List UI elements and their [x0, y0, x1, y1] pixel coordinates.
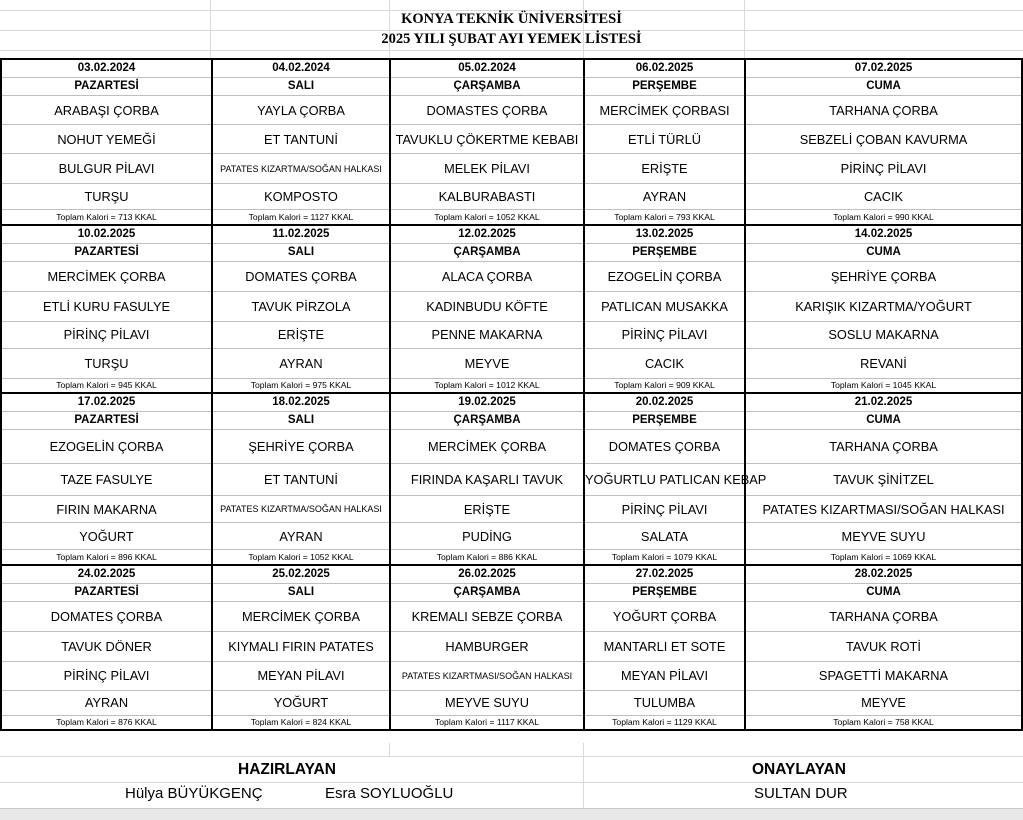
menu-item: ŞEHRİYE ÇORBA: [745, 261, 1022, 291]
menu-item: PİRİNÇ PİLAVI: [584, 496, 745, 523]
menu-item: MEYVE SUYU: [745, 523, 1022, 550]
menu-item: TARHANA ÇORBA: [745, 430, 1022, 464]
day-name: SALI: [212, 583, 390, 601]
menu-item: AYRAN: [212, 523, 390, 550]
menu-item: DOMATES ÇORBA: [584, 430, 745, 464]
menu-item: PATATES KIZARTMA/SOĞAN HALKASI: [212, 154, 390, 184]
menu-item: AYRAN: [212, 348, 390, 378]
day-name: PERŞEMBE: [584, 243, 745, 261]
total-calories: Toplam Kalori = 1012 KKAL: [390, 378, 584, 393]
day-date: 27.02.2025: [584, 565, 745, 584]
menu-item: ETLİ TÜRLÜ: [584, 125, 745, 154]
menu-item: MEYVE: [745, 690, 1022, 715]
menu-table: [0, 58, 1023, 731]
day-name: PAZARTESİ: [1, 243, 212, 261]
total-calories: Toplam Kalori = 975 KKAL: [212, 378, 390, 393]
menu-item: KADINBUDU KÖFTE: [390, 291, 584, 321]
total-calories: Toplam Kalori = 909 KKAL: [584, 378, 745, 393]
menu-item: KOMPOSTO: [212, 184, 390, 210]
day-date: 17.02.2025: [1, 393, 212, 412]
menu-item: TAVUK ŞİNİTZEL: [745, 464, 1022, 496]
menu-item: TULUMBA: [584, 690, 745, 715]
menu-item: MEYVE: [390, 348, 584, 378]
total-calories: Toplam Kalori = 886 KKAL: [390, 550, 584, 565]
day-name: ÇARŞAMBA: [390, 412, 584, 430]
menu-item: REVANİ: [745, 348, 1022, 378]
menu-item: YOĞURT: [1, 523, 212, 550]
menu-item: MEYAN PİLAVI: [212, 661, 390, 690]
total-calories: Toplam Kalori = 1045 KKAL: [745, 378, 1022, 393]
menu-item: YOĞURT: [212, 690, 390, 715]
day-date: 11.02.2025: [212, 225, 390, 244]
menu-item: DOMATES ÇORBA: [1, 601, 212, 631]
total-calories: Toplam Kalori = 1069 KKAL: [745, 550, 1022, 565]
menu-item: BULGUR PİLAVI: [1, 154, 212, 184]
day-name: PERŞEMBE: [584, 78, 745, 96]
menu-item: ŞEHRİYE ÇORBA: [212, 430, 390, 464]
total-calories: Toplam Kalori = 990 KKAL: [745, 210, 1022, 225]
sheet-scroll-area: [0, 808, 1023, 820]
day-date: 04.02.2024: [212, 59, 390, 78]
menu-item: PENNE MAKARNA: [390, 321, 584, 348]
menu-item: YAYLA ÇORBA: [212, 96, 390, 125]
day-date: 03.02.2024: [1, 59, 212, 78]
day-date: 06.02.2025: [584, 59, 745, 78]
menu-item: MEYVE SUYU: [390, 690, 584, 715]
total-calories: Toplam Kalori = 824 KKAL: [212, 715, 390, 730]
day-name: SALI: [212, 243, 390, 261]
menu-item: MERCİMEK ÇORBA: [212, 601, 390, 631]
menu-item: TURŞU: [1, 348, 212, 378]
menu-item: KARIŞIK KIZARTMA/YOĞURT: [745, 291, 1022, 321]
menu-item: NOHUT YEMEĞİ: [1, 125, 212, 154]
day-name: PAZARTESİ: [1, 78, 212, 96]
menu-item: TAVUK DÖNER: [1, 631, 212, 661]
total-calories: Toplam Kalori = 1079 KKAL: [584, 550, 745, 565]
menu-item: SEBZELİ ÇOBAN KAVURMA: [745, 125, 1022, 154]
menu-item: ETLİ KURU FASULYE: [1, 291, 212, 321]
total-calories: Toplam Kalori = 876 KKAL: [1, 715, 212, 730]
total-calories: Toplam Kalori = 1052 KKAL: [390, 210, 584, 225]
preparer-name-1: Hülya BÜYÜKGENÇ: [125, 785, 263, 802]
menu-item: ERİŞTE: [390, 496, 584, 523]
menu-item: MEYAN PİLAVI: [584, 661, 745, 690]
menu-item: SPAGETTİ MAKARNA: [745, 661, 1022, 690]
menu-item: ERİŞTE: [212, 321, 390, 348]
menu-item: KREMALI SEBZE ÇORBA: [390, 601, 584, 631]
day-name: PAZARTESİ: [1, 412, 212, 430]
menu-item: CACIK: [584, 348, 745, 378]
menu-item: EZOGELİN ÇORBA: [1, 430, 212, 464]
total-calories: Toplam Kalori = 758 KKAL: [745, 715, 1022, 730]
day-date: 18.02.2025: [212, 393, 390, 412]
menu-item: HAMBURGER: [390, 631, 584, 661]
menu-item: PİRİNÇ PİLAVI: [1, 321, 212, 348]
menu-item: CACIK: [745, 184, 1022, 210]
menu-item: SALATA: [584, 523, 745, 550]
day-date: 19.02.2025: [390, 393, 584, 412]
total-calories: Toplam Kalori = 945 KKAL: [1, 378, 212, 393]
menu-item: MERCİMEK ÇORBASI: [584, 96, 745, 125]
menu-item: MELEK PİLAVI: [390, 154, 584, 184]
menu-item: KIYMALI FIRIN PATATES: [212, 631, 390, 661]
menu-item: TAVUK PİRZOLA: [212, 291, 390, 321]
approved-by-label: ONAYLAYAN: [752, 761, 846, 778]
menu-item: PİRİNÇ PİLAVI: [745, 154, 1022, 184]
menu-item: PATATES KIZARTMASI/SOĞAN HALKASI: [390, 661, 584, 690]
day-name: ÇARŞAMBA: [390, 78, 584, 96]
menu-item: DOMATES ÇORBA: [212, 261, 390, 291]
total-calories: Toplam Kalori = 1127 KKAL: [212, 210, 390, 225]
total-calories: Toplam Kalori = 793 KKAL: [584, 210, 745, 225]
menu-item: ARABAŞI ÇORBA: [1, 96, 212, 125]
menu-item: YOĞURT ÇORBA: [584, 601, 745, 631]
day-name: SALI: [212, 412, 390, 430]
approver-name: SULTAN DUR: [754, 785, 848, 802]
day-name: PERŞEMBE: [584, 412, 745, 430]
day-name: PERŞEMBE: [584, 583, 745, 601]
day-date: 21.02.2025: [745, 393, 1022, 412]
menu-item: TAVUK ROTİ: [745, 631, 1022, 661]
menu-item: ERİŞTE: [584, 154, 745, 184]
day-date: 25.02.2025: [212, 565, 390, 584]
day-name: CUMA: [745, 243, 1022, 261]
menu-item: MERCİMEK ÇORBA: [390, 430, 584, 464]
day-date: 05.02.2024: [390, 59, 584, 78]
day-date: 13.02.2025: [584, 225, 745, 244]
total-calories: Toplam Kalori = 1117 KKAL: [390, 715, 584, 730]
menu-item: PATATES KIZARTMASI/SOĞAN HALKASI: [745, 496, 1022, 523]
menu-item: AYRAN: [1, 690, 212, 715]
menu-item: PİRİNÇ PİLAVI: [1, 661, 212, 690]
total-calories: Toplam Kalori = 1052 KKAL: [212, 550, 390, 565]
menu-item: YOĞURTLU PATLICAN KEBAP: [584, 464, 745, 496]
day-name: CUMA: [745, 78, 1022, 96]
total-calories: Toplam Kalori = 1129 KKAL: [584, 715, 745, 730]
day-date: 14.02.2025: [745, 225, 1022, 244]
menu-item: TURŞU: [1, 184, 212, 210]
menu-item: MANTARLI ET SOTE: [584, 631, 745, 661]
menu-item: ET TANTUNİ: [212, 125, 390, 154]
university-title: KONYA TEKNİK ÜNİVERSİTESİ: [401, 11, 622, 27]
day-date: 20.02.2025: [584, 393, 745, 412]
menu-item: PİRİNÇ PİLAVI: [584, 321, 745, 348]
total-calories: Toplam Kalori = 713 KKAL: [1, 210, 212, 225]
menu-item: SOSLU MAKARNA: [745, 321, 1022, 348]
day-date: 26.02.2025: [390, 565, 584, 584]
menu-item: EZOGELİN ÇORBA: [584, 261, 745, 291]
menu-item: DOMASTES ÇORBA: [390, 96, 584, 125]
menu-list-title: 2025 YILI ŞUBAT AYI YEMEK LİSTESİ: [381, 31, 642, 47]
menu-item: MERCİMEK ÇORBA: [1, 261, 212, 291]
menu-item: TAVUKLU ÇÖKERTME KEBABI: [390, 125, 584, 154]
total-calories: Toplam Kalori = 896 KKAL: [1, 550, 212, 565]
day-date: 10.02.2025: [1, 225, 212, 244]
menu-item: PATATES KIZARTMA/SOĞAN HALKASI: [212, 496, 390, 523]
menu-item: TARHANA ÇORBA: [745, 601, 1022, 631]
menu-item: ALACA ÇORBA: [390, 261, 584, 291]
menu-item: PATLICAN MUSAKKA: [584, 291, 745, 321]
menu-item: FIRIN MAKARNA: [1, 496, 212, 523]
menu-item: FIRINDA KAŞARLI TAVUK: [390, 464, 584, 496]
day-date: 07.02.2025: [745, 59, 1022, 78]
day-date: 12.02.2025: [390, 225, 584, 244]
day-name: ÇARŞAMBA: [390, 243, 584, 261]
day-date: 28.02.2025: [745, 565, 1022, 584]
menu-item: TARHANA ÇORBA: [745, 96, 1022, 125]
day-name: CUMA: [745, 412, 1022, 430]
day-name: CUMA: [745, 583, 1022, 601]
menu-item: PUDİNG: [390, 523, 584, 550]
day-date: 24.02.2025: [1, 565, 212, 584]
prepared-by-label: HAZIRLAYAN: [238, 761, 336, 778]
menu-item: TAZE FASULYE: [1, 464, 212, 496]
menu-item: KALBURABASTI: [390, 184, 584, 210]
menu-item: ET TANTUNİ: [212, 464, 390, 496]
day-name: SALI: [212, 78, 390, 96]
preparer-name-2: Esra SOYLUOĞLU: [325, 785, 454, 802]
day-name: ÇARŞAMBA: [390, 583, 584, 601]
day-name: PAZARTESİ: [1, 583, 212, 601]
menu-item: AYRAN: [584, 184, 745, 210]
